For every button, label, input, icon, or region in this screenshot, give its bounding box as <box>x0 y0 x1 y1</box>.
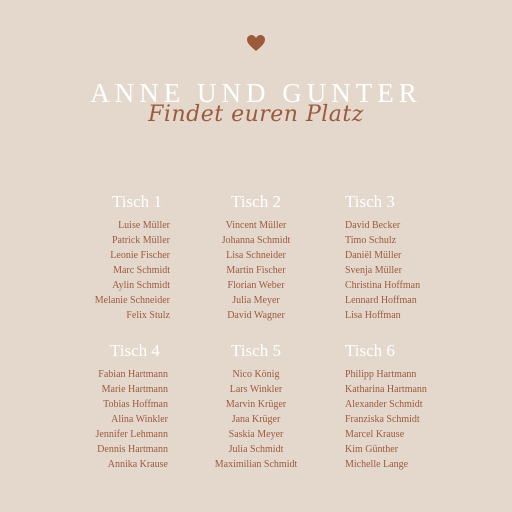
guest-name: Franziska Schmidt <box>345 414 420 425</box>
guest-name: Marie Hartmann <box>101 384 168 395</box>
guest-name: Christina Hoffman <box>345 280 421 291</box>
guest-name: Johanna Schmidt <box>221 235 291 246</box>
guest-name: Kim Günther <box>345 444 399 455</box>
guest-name: Luise Müller <box>118 220 170 231</box>
guest-name: Daniël Müller <box>345 250 402 261</box>
guest-name: Patrick Müller <box>111 235 170 246</box>
table-group-5 <box>181 341 331 472</box>
table-title: Tisch 6 <box>345 341 395 360</box>
guest-name: Felix Stulz <box>126 310 170 321</box>
subtitle-script: Findet euren Platz <box>148 102 364 127</box>
table-group-1 <box>20 192 170 323</box>
table-group-4 <box>18 341 168 472</box>
guest-name: Saskia Meyer <box>228 429 284 440</box>
guest-name: Annika Krause <box>107 459 168 470</box>
guest-name: Philipp Hartmann <box>345 369 417 380</box>
guest-name: Aylin Schmidt <box>112 280 170 291</box>
couple-title: ANNE UND GUNTER <box>90 78 422 108</box>
guest-name: David Becker <box>345 220 401 231</box>
guest-name: Jana Krüger <box>231 414 281 425</box>
table-title: Tisch 2 <box>231 192 281 211</box>
guest-name: Michelle Lange <box>345 459 409 470</box>
heart-icon <box>246 34 266 52</box>
table-title: Tisch 5 <box>231 341 281 360</box>
guest-name: Fabian Hartmann <box>98 369 168 380</box>
table-group-2 <box>181 192 331 323</box>
guest-name: Melanie Schneider <box>94 295 170 306</box>
guest-name: Marcel Krause <box>345 429 405 440</box>
guest-name: Alina Winkler <box>111 414 168 425</box>
guest-name: David Wagner <box>227 310 285 321</box>
guest-name: Leonie Fischer <box>110 250 170 261</box>
guest-name: Vincent Müller <box>225 220 287 231</box>
guest-name: Lars Winkler <box>229 384 283 395</box>
guest-name: Alexander Schmidt <box>345 399 423 410</box>
guest-name: Marc Schmidt <box>113 265 170 276</box>
table-title: Tisch 3 <box>345 192 395 211</box>
guest-name: Tobias Hoffman <box>103 399 168 410</box>
guest-name: Lisa Schneider <box>226 250 286 261</box>
guest-name: Katharina Hartmann <box>345 384 427 395</box>
guest-name: Lennard Hoffman <box>345 295 417 306</box>
guest-name: Dennis Hartmann <box>97 444 168 455</box>
table-title: Tisch 4 <box>110 341 160 360</box>
table-title: Tisch 1 <box>112 192 162 211</box>
guest-name: Nico König <box>232 369 280 380</box>
table-group-3 <box>345 192 495 323</box>
guest-name: Jennifer Lehmann <box>95 429 168 440</box>
guest-name: Florian Weber <box>227 280 285 291</box>
guest-name: Lisa Hoffman <box>345 310 401 321</box>
guest-name: Julia Meyer <box>232 295 280 306</box>
guest-name: Maximilian Schmidt <box>214 459 298 470</box>
guest-name: Marvin Krüger <box>225 399 287 410</box>
guest-name: Julia Schmidt <box>228 444 284 455</box>
table-group-6 <box>345 341 495 472</box>
guest-name: Timo Schulz <box>345 235 397 246</box>
guest-name: Svenja Müller <box>345 265 402 276</box>
guest-name: Martin Fischer <box>226 265 286 276</box>
